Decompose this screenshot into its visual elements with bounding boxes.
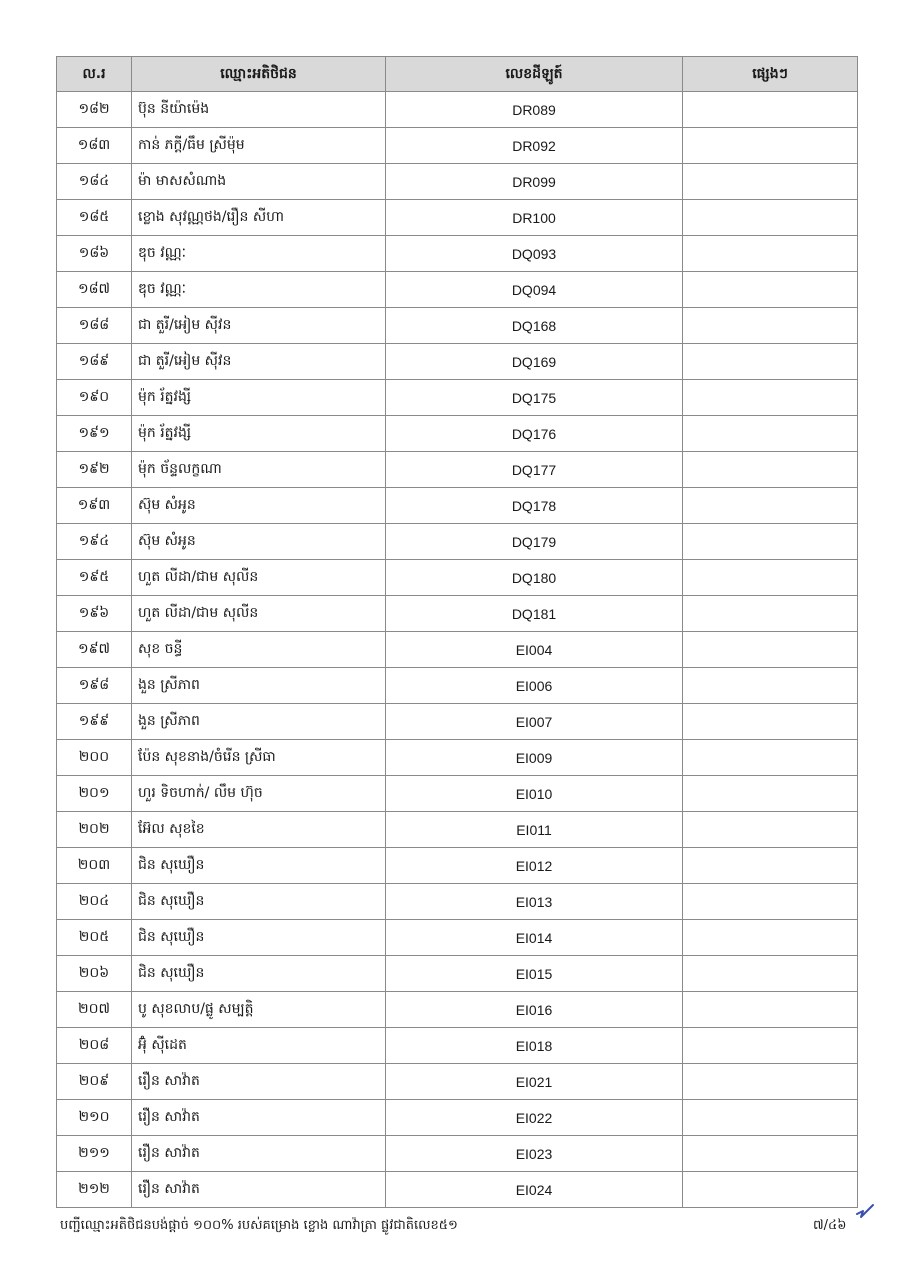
row-number-cell: ១៩៧ — [57, 632, 132, 668]
row-number-cell: ២០១ — [57, 776, 132, 812]
row-number-cell: ១៩២ — [57, 452, 132, 488]
row-number-cell: ១៩៥ — [57, 560, 132, 596]
customer-name-cell: ជិន សុឃឿន — [132, 956, 386, 992]
note-cell — [683, 776, 858, 812]
table-row — [57, 92, 858, 128]
table-row — [57, 272, 858, 308]
row-number-cell: ១៨៦ — [57, 236, 132, 272]
note-cell — [683, 812, 858, 848]
lot-code-cell: EI024 — [386, 1172, 683, 1208]
customer-name-cell: ឌុច វណ្ណៈ — [132, 272, 386, 308]
customer-name-cell: ប៊ុន នីយ៉ាម៉េង — [132, 92, 386, 128]
row-number-cell: ១៩១ — [57, 416, 132, 452]
table-row — [57, 704, 858, 740]
note-cell — [683, 740, 858, 776]
note-cell — [683, 704, 858, 740]
table-row — [57, 812, 858, 848]
table-row — [57, 128, 858, 164]
table-row — [57, 380, 858, 416]
note-cell — [683, 236, 858, 272]
row-number-cell: ២០០ — [57, 740, 132, 776]
lot-code-cell: EI011 — [386, 812, 683, 848]
row-number-cell: ២០៧ — [57, 992, 132, 1028]
customer-name-cell: ស៊ុម សំអូន — [132, 488, 386, 524]
note-cell — [683, 164, 858, 200]
lot-code-cell: EI010 — [386, 776, 683, 812]
lot-code-cell: EI007 — [386, 704, 683, 740]
customer-name-cell: ម៉ុក រ័ត្នវង្សី — [132, 416, 386, 452]
customer-name-cell: ជា តួរី/អៀម ស៊ីវន — [132, 344, 386, 380]
lot-code-cell: DQ176 — [386, 416, 683, 452]
customer-name-cell: ស៊ុម សំអូន — [132, 524, 386, 560]
row-number-cell: ២០៦ — [57, 956, 132, 992]
note-cell — [683, 560, 858, 596]
customer-name-cell: សុខ ចន្ធី — [132, 632, 386, 668]
note-cell — [683, 308, 858, 344]
row-number-cell: ១៩៩ — [57, 704, 132, 740]
customer-name-cell: ខ្លោង សុវណ្ណថង/រឿន សីហា — [132, 200, 386, 236]
customer-name-cell: ងួន ស្រីភាព — [132, 704, 386, 740]
header-lot-number: លេខដីឡូត៍ — [386, 57, 683, 92]
row-number-cell: ១៨៥ — [57, 200, 132, 236]
note-cell — [683, 596, 858, 632]
lot-code-cell: DQ093 — [386, 236, 683, 272]
customer-name-cell: ជា តួរី/អៀម ស៊ីវន — [132, 308, 386, 344]
row-number-cell: ២១២ — [57, 1172, 132, 1208]
lot-code-cell: EI021 — [386, 1064, 683, 1100]
note-cell — [683, 848, 858, 884]
lot-code-cell: EI018 — [386, 1028, 683, 1064]
row-number-cell: ១៩៨ — [57, 668, 132, 704]
lot-code-cell: EI006 — [386, 668, 683, 704]
note-cell — [683, 1136, 858, 1172]
table-row — [57, 1136, 858, 1172]
row-number-cell: ២០២ — [57, 812, 132, 848]
row-number-cell: ១៩៤ — [57, 524, 132, 560]
customer-name-cell: រឿន សាវ៉ាត — [132, 1100, 386, 1136]
note-cell — [683, 1064, 858, 1100]
lot-code-cell: DQ181 — [386, 596, 683, 632]
table-row — [57, 956, 858, 992]
footer-caption: បញ្ជីឈ្មោះអតិថិជនបង់ផ្តាច់ ១០០% របស់គម្រោង ខ្លោង ណាវ៉ាត្រា ផ្លូវជាតិលេខ៥១ — [60, 1218, 458, 1233]
row-number-cell: ២០៩ — [57, 1064, 132, 1100]
table-row — [57, 236, 858, 272]
lot-code-cell: EI023 — [386, 1136, 683, 1172]
table-body — [57, 92, 858, 1208]
row-number-cell: ១៨៩ — [57, 344, 132, 380]
table-row — [57, 1172, 858, 1208]
note-cell — [683, 1100, 858, 1136]
customer-name-cell: អ៊ែល សុខខៃ — [132, 812, 386, 848]
customer-name-cell: អ៊ុំ ស៊ីដេត — [132, 1028, 386, 1064]
customer-name-cell: ងួន ស្រីភាព — [132, 668, 386, 704]
customer-name-cell: រឿន សាវ៉ាត — [132, 1064, 386, 1100]
lot-code-cell: DR100 — [386, 200, 683, 236]
lot-code-cell: DR089 — [386, 92, 683, 128]
row-number-cell: ២១១ — [57, 1136, 132, 1172]
note-cell — [683, 272, 858, 308]
row-number-cell: ១៨៧ — [57, 272, 132, 308]
lot-code-cell: EI016 — [386, 992, 683, 1028]
table-header-row — [57, 57, 858, 92]
lot-code-cell: DR092 — [386, 128, 683, 164]
lot-code-cell: EI014 — [386, 920, 683, 956]
customer-name-cell: ជិន សុឃឿន — [132, 884, 386, 920]
lot-code-cell: EI012 — [386, 848, 683, 884]
table-row — [57, 596, 858, 632]
row-number-cell: ២០៣ — [57, 848, 132, 884]
table-row — [57, 344, 858, 380]
table-row — [57, 740, 858, 776]
row-number-cell: ១៨៨ — [57, 308, 132, 344]
row-number-cell: ១៨២ — [57, 92, 132, 128]
lot-code-cell: DQ177 — [386, 452, 683, 488]
customer-name-cell: បូ សុខលាប/ផ្លូ សម្បត្តិ — [132, 992, 386, 1028]
header-customer-name: ឈ្មោះអតិថិជន — [132, 57, 386, 92]
note-cell — [683, 920, 858, 956]
lot-code-cell: DQ178 — [386, 488, 683, 524]
note-cell — [683, 380, 858, 416]
lot-code-cell: DR099 — [386, 164, 683, 200]
customer-name-cell: ហួរ ទិចហាក់/ លឹម ហ៊ុច — [132, 776, 386, 812]
note-cell — [683, 668, 858, 704]
lot-code-cell: EI022 — [386, 1100, 683, 1136]
table-row — [57, 920, 858, 956]
note-cell — [683, 632, 858, 668]
lot-code-cell: EI013 — [386, 884, 683, 920]
table-row — [57, 1028, 858, 1064]
row-number-cell: ២១០ — [57, 1100, 132, 1136]
table-row — [57, 992, 858, 1028]
lot-code-cell: EI004 — [386, 632, 683, 668]
lot-code-cell: DQ179 — [386, 524, 683, 560]
note-cell — [683, 344, 858, 380]
note-cell — [683, 884, 858, 920]
note-cell — [683, 524, 858, 560]
customer-table — [56, 56, 858, 1208]
header-other: ផ្សេងៗ — [683, 57, 858, 92]
lot-code-cell: DQ175 — [386, 380, 683, 416]
note-cell — [683, 92, 858, 128]
note-cell — [683, 452, 858, 488]
table-row — [57, 848, 858, 884]
table-row — [57, 1100, 858, 1136]
customer-name-cell: កាន់ ភក្ដី/ធឹម ស្រីម៉ុម — [132, 128, 386, 164]
lot-code-cell: DQ094 — [386, 272, 683, 308]
table-row — [57, 632, 858, 668]
table-row — [57, 776, 858, 812]
table-row — [57, 560, 858, 596]
lot-code-cell: DQ169 — [386, 344, 683, 380]
note-cell — [683, 416, 858, 452]
table-row — [57, 488, 858, 524]
row-number-cell: ២០៨ — [57, 1028, 132, 1064]
customer-name-cell: ម៉ុក ច័ន្ទលក្ខណា — [132, 452, 386, 488]
customer-name-cell: រឿន សាវ៉ាត — [132, 1172, 386, 1208]
row-number-cell: ១៨៤ — [57, 164, 132, 200]
row-number-cell: ២០៥ — [57, 920, 132, 956]
header-no: ល.រ — [57, 57, 132, 92]
page-number: ៧/៤៦ — [813, 1218, 847, 1233]
note-cell — [683, 128, 858, 164]
table-row — [57, 452, 858, 488]
table-row — [57, 416, 858, 452]
table-row — [57, 308, 858, 344]
table-row — [57, 524, 858, 560]
customer-name-cell: ជិន សុឃឿន — [132, 920, 386, 956]
row-number-cell: ១៩៦ — [57, 596, 132, 632]
table-row — [57, 1064, 858, 1100]
row-number-cell: ១៨៣ — [57, 128, 132, 164]
customer-name-cell: ម៉ុក រ័ត្នវង្សី — [132, 380, 386, 416]
pen-mark-icon — [855, 1202, 877, 1220]
table-row — [57, 164, 858, 200]
table-row — [57, 668, 858, 704]
lot-code-cell: EI009 — [386, 740, 683, 776]
customer-name-cell: ជិន សុឃឿន — [132, 848, 386, 884]
row-number-cell: ១៩៣ — [57, 488, 132, 524]
table-row — [57, 884, 858, 920]
note-cell — [683, 1028, 858, 1064]
customer-name-cell: ហួត លីដា/ជាម សុលីន — [132, 596, 386, 632]
row-number-cell: ២០៤ — [57, 884, 132, 920]
lot-code-cell: DQ180 — [386, 560, 683, 596]
row-number-cell: ១៩០ — [57, 380, 132, 416]
note-cell — [683, 956, 858, 992]
lot-code-cell: EI015 — [386, 956, 683, 992]
note-cell — [683, 200, 858, 236]
customer-name-cell: ហួត លីដា/ជាម សុលីន — [132, 560, 386, 596]
note-cell — [683, 488, 858, 524]
customer-name-cell: ឌុច វណ្ណៈ — [132, 236, 386, 272]
customer-name-cell: រឿន សាវ៉ាត — [132, 1136, 386, 1172]
table-row — [57, 200, 858, 236]
note-cell — [683, 1172, 858, 1208]
note-cell — [683, 992, 858, 1028]
customer-name-cell: ម៉ា មាសសំណាង — [132, 164, 386, 200]
lot-code-cell: DQ168 — [386, 308, 683, 344]
customer-name-cell: ប៉ែន សុខនាង/ចំរើន ស្រីធា — [132, 740, 386, 776]
